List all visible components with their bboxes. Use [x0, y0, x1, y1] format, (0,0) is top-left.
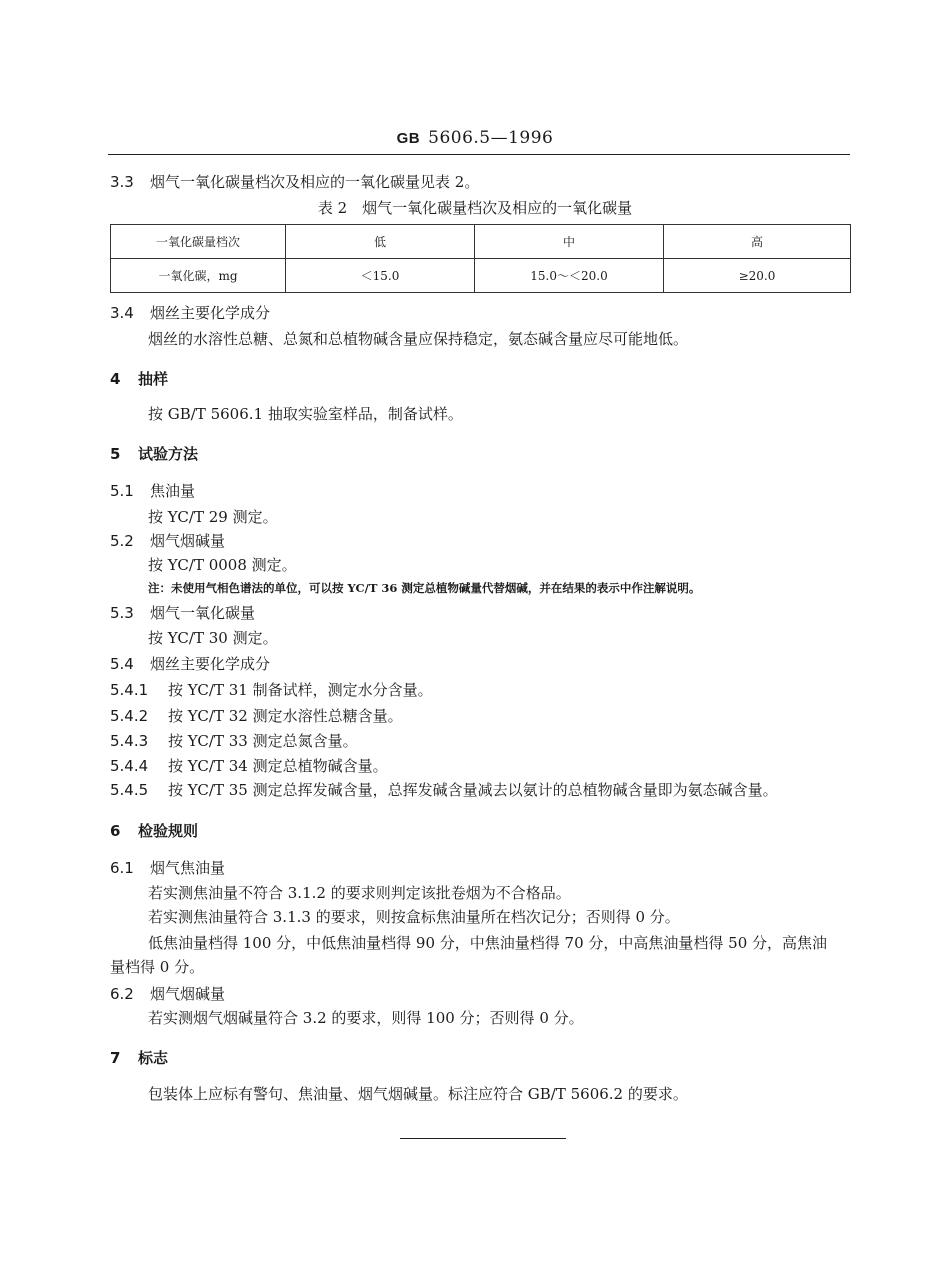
section-text: 按 YC/T 33 测定总氮含量。: [168, 732, 358, 750]
section-number: 6.1: [110, 859, 134, 877]
table-cell: 一氧化碳，mg: [111, 259, 286, 293]
section-title: 烟气烟碱量: [150, 985, 226, 1003]
section-5-2-body: 按 YC/T 0008 测定。: [148, 556, 297, 574]
section-5-1-title: [110, 481, 195, 501]
section-title: 烟气焦油量: [150, 859, 226, 877]
section-number: 5: [110, 445, 121, 463]
section-7-title: [110, 1047, 168, 1068]
section-text: 按 YC/T 35 测定总挥发碱含量，总挥发碱含量减去以氨计的总植物碱含量即为氨态碱含量。: [168, 781, 778, 799]
section-5-4-5: [110, 780, 778, 800]
table-row: [111, 259, 851, 293]
section-4-body: 按 GB/T 5606.1 抽取实验室样品，制备试样。: [148, 405, 463, 423]
section-number: 5.1: [110, 482, 134, 500]
section-5-1-body: 按 YC/T 29 测定。: [148, 508, 278, 526]
section-3-4-title: [110, 303, 270, 323]
section-number: 7: [110, 1049, 121, 1067]
section-title: 抽样: [138, 370, 169, 388]
section-6-2-body: 若实测烟气烟碱量符合 3.2 的要求，则得 100 分；否则得 0 分。: [148, 1009, 584, 1027]
section-4-title: [110, 368, 168, 389]
section-7-body: 包装体上应标有警句、焦油量、烟气烟碱量。标注应符合 GB/T 5606.2 的要求。: [148, 1085, 688, 1103]
section-3-3: [110, 172, 479, 192]
header-code: 5606.5—1996: [428, 128, 554, 148]
end-rule: [400, 1138, 566, 1139]
section-5-3-body: 按 YC/T 30 测定。: [148, 629, 278, 647]
section-number: 3.4: [110, 304, 134, 322]
section-title: 试验方法: [138, 445, 199, 463]
section-title: 烟气烟碱量: [150, 532, 226, 550]
section-title: 焦油量: [150, 482, 196, 500]
section-title: 烟气一氧化碳量: [150, 604, 256, 622]
section-5-2-note: 注：未使用气相色谱法的单位，可以按 YC/T 36 测定总植物碱量代替烟碱，并在结果的表示中作注解说明。: [148, 581, 701, 595]
section-title: 烟丝主要化学成分: [150, 304, 271, 322]
section-number: 5.4.1: [110, 681, 149, 699]
section-number: 5.4.3: [110, 732, 149, 750]
table-cell: 中: [475, 225, 664, 259]
section-number: 3.3: [110, 173, 134, 191]
section-5-4-4: [110, 756, 388, 776]
section-5-4-1: [110, 680, 433, 700]
section-text: 按 YC/T 32 测定水溶性总糖含量。: [168, 707, 403, 725]
section-number: 6: [110, 822, 121, 840]
section-5-4-title: [110, 654, 270, 674]
page-header: [0, 128, 950, 148]
section-title: 检验规则: [138, 822, 199, 840]
section-text: 按 YC/T 34 测定总植物碱含量。: [168, 757, 388, 775]
section-number: 5.2: [110, 532, 134, 550]
table-cell: 高: [664, 225, 851, 259]
section-title: 烟丝主要化学成分: [150, 655, 271, 673]
section-6-2-title: [110, 984, 225, 1004]
table-cell: 15.0～＜20.0: [475, 259, 664, 293]
section-6-1-p2: 若实测焦油量符合 3.1.3 的要求，则按盒标焦油量所在档次记分；否则得 0 分。: [148, 908, 680, 926]
section-number: 5.4.4: [110, 757, 149, 775]
section-6-title: [110, 820, 198, 841]
table-cell: 一氧化碳量档次: [111, 225, 286, 259]
section-number: 5.4: [110, 655, 134, 673]
section-5-4-3: [110, 731, 358, 751]
section-5-4-2: [110, 706, 403, 726]
table-cell: ＜15.0: [286, 259, 475, 293]
header-rule: [108, 154, 850, 155]
section-text: 按 YC/T 31 制备试样，测定水分含量。: [168, 681, 433, 699]
section-title: 标志: [138, 1049, 169, 1067]
co-level-table: [110, 224, 851, 293]
section-number: 5.3: [110, 604, 134, 622]
section-3-4-body: 烟丝的水溶性总糖、总氮和总植物碱含量应保持稳定，氨态碱含量应尽可能地低。: [148, 330, 689, 348]
section-number: 6.2: [110, 985, 134, 1003]
section-number: 4: [110, 370, 121, 388]
section-5-2-title: [110, 531, 225, 551]
section-6-1-p3-cont: 量档得 0 分。: [110, 958, 205, 976]
table-header-row: [111, 225, 851, 259]
section-5-title: [110, 443, 198, 464]
section-text: 烟气一氧化碳量档次及相应的一氧化碳量见表 2。: [150, 173, 480, 191]
table-caption: 表 2 烟气一氧化碳量档次及相应的一氧化碳量: [317, 199, 633, 217]
section-number: 5.4.2: [110, 707, 149, 725]
section-number: 5.4.5: [110, 781, 149, 799]
table-cell: 低: [286, 225, 475, 259]
section-6-1-title: [110, 858, 225, 878]
section-5-3-title: [110, 603, 255, 623]
section-6-1-p3: 低焦油量档得 100 分，中低焦油量档得 90 分，中焦油量档得 70 分，中高焦油量档得 50 分，高焦油: [148, 934, 828, 952]
table-cell: ≥20.0: [664, 259, 851, 293]
header-prefix: GB: [396, 130, 421, 147]
section-6-1-p1: 若实测焦油量不符合 3.1.2 的要求则判定该批卷烟为不合格品。: [148, 884, 571, 902]
